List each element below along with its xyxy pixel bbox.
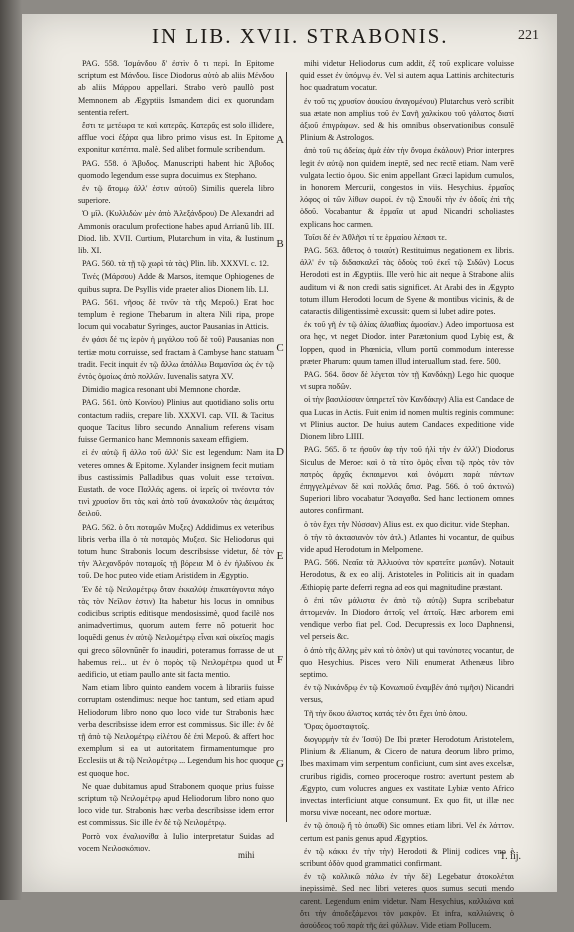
left-column-paragraph: PAG. 562. ὁ ὅτι ποταμῶν Μυξες) Addidimus ex veteribus libris verba illa ὁ τὰ ποταμὸς Μυξεσ. Sic Heliodorus qui totum hunc Strabonis locum describsisse videtur, δὲ τὸν τὴν Ἀλεχανδρόν ποταμοῖς τῇ βόρεια Μ ὁ ἐν ἡλιδίνου ἐκ τοῦ. De hoc puteo vide etiam Aristidem in Ægyptio.	[78, 522, 274, 581]
book-page	[22, 14, 557, 931]
left-column-paragraph: Nam etiam libro quinto eandem vocem à librariis fuisse corruptam ostendimus: neque hoc tantum, sed etiam apud Heliodorum libro nono quo loco vide tur Strabonis hæc verba describsisse idem error est commissus. Sic ille: ἐν δὲ τῇ ἀπὸ τῷ Νειλομέτρῳ εἰλέτου δὲ ἐπὶ Μεροῦ. & affert hoc exemplum si ea ut autoritatem firmamentumque pro Ecclesiis ut & τῷ Νειλομέτρῳ ... Legendum his hoc quoque est quoque hoc.	[78, 683, 274, 778]
right-column-paragraph: ἐν τῷ κολλικῶ πάλω ἐν τὴν δὲ) Legebatur ἀτοκολέται inepissimè. Sed nec libri veteres quos sumus secuti mendo carent. Legendum enim videtur. Nam Hesychius, καλλιώνα καὶ ὅτι τὴν ἀποδεξάμενοι τὸν μακρὸν. Et infra, καλλιώνεις ὁ ἀσούδεος τοῦ παρὰ τῆς ἀεὶ φύλλων. Vide etiam Pollucem.	[300, 872, 514, 931]
right-column-paragraph: PAG. 563. ἄθετος ὁ τοιαύτ) Restituimus negationem ex libris. ἀλλ' ἐν τῷ διδασκαλεῖ τὰς ὁδοὺς τοῦ ἐκεῖ τῷ Σιδῶν) Locus Herodoti est in Ægyptiis. Ille verò hic ait neque à Strabone aliis auditum vi & non credi satis significet. At Arabi des in Ægypto totum illum Herodoti locum de Syene & montibus vicinis, & de cataractis diligentissimè excussit: quem si lubet adire potes.	[300, 246, 514, 317]
margin-letter: A	[276, 134, 284, 146]
left-column-paragraph: Porrò vox ἐναλιονίθα à Iulio interpretatur Suidas ad vocem Νειλοσκόπιον.	[78, 831, 274, 853]
left-column-paragraph: εἰ ἐν αὐτῷ ἢ ἀλλο τοῦ ἀλλ' Sic est legendum: Nam ita veteres omnes & Epitome. Xylander insignem fecit mutiam ibus castissimis Palladibus quas voluit esse τεταίναι. Eustath. de voce Παλλάς agens. οἱ ἱερεῖς οἱ τινέοντα τόν τινὶ χρυσίον ὅτι τὰς καὶ ἀπὸ τοῦ ἀνακαλοῦν τὰς ἀειμάτας δειλοῦ.	[78, 448, 274, 519]
right-column-paragraph: ἐν τοῦ τις χρυσίον ἀοικίου ἀναγομένου) Plutarchus verò scribit sua ætate non amplius τοῦ ἐν Σανῆ χαλκίκου τοῦ γάλατος διατί ἀξιοῦ ἐπιγράφων. sed & his omnibus observationibus consulē Plinium & Astrologos.	[300, 96, 514, 143]
running-title: IN LIB. XVII. STRABONIS.	[152, 24, 449, 48]
left-column-paragraph: ἔστι τε μετέωρα τε καὶ κατερᾶς. Κατερᾶς est solo illidere, afflue voci ἐξάρα qua libro primo visus est. In Epitome exponitur κατέπτα. malè. Sed alibet formule scribendum.	[78, 121, 274, 155]
margin-letter: D	[276, 446, 284, 458]
left-column-paragraph: Τινές (Μάρσου) Adde & Marsos, itemque Ophiogenes de quibus supra. De Psyllis vide praeter alios Dionem lib. LI.	[78, 272, 274, 294]
left-column-paragraph: PAG. 561. νῆσος δὲ τινῦν τὰ τῆς Μεροῦ.) Erat hoc templum è regione Thebarum in altera Nili ripa, prope locum qui vocabatur Syringes, auctor Pausanias in Atticis.	[78, 297, 274, 332]
right-column-paragraph: οἱ τὴν βασιλίσσαν ὑπηρετεῖ τὸν Κανδάκην) Alia est Candace de qua Lucas in Actis. Fuit enim id nomen multis reginis commune: vt Plinius auctor. De huius autem Candaces expeditione vide Dionem libro LIIII.	[300, 395, 514, 442]
left-column-paragraph: Dimidio magica resonant ubi Memnone chordæ.	[82, 385, 241, 395]
right-column-paragraph: Ὅρας ὁμοσταφτοῖς.	[304, 721, 370, 731]
right-column-paragraph: PAG. 564. ὅσον δὲ λέγεται τὸν τῇ Κανδάκῃ) Lego hic quoque vt supra ποδῶν.	[300, 370, 514, 392]
margin-letter: C	[276, 342, 284, 354]
left-column-paragraph: ἐν τῷ ἄτομῳ ἀλλ' ἐστιν αὐτοῦ) Similis querela libro superiore.	[78, 184, 274, 206]
right-column-paragraph: mihi videtur Heliodorus cum addit, ἐξ τοῦ explicare voluisse quid esset ἐν ὑπόμνῳ ἐν. Vel si autem aqua Lattinis architecturis hoc quadratum vocatur.	[300, 59, 514, 93]
right-column-paragraph: ἐκ τοῦ γῆ ἐν τῷ ἀλίας ἀλιαθίας ἀμοσίαν.) Adeo importuosa est ora hęc, vt neget Diodor. inter Parætonium quod Lybię est, & Ioppen, quod in Phœnicia, vllum portū commodum interesse præter Pharum: quum tamen illud interuallum stad. fere. 500.	[300, 320, 514, 366]
margin-letter: E	[276, 550, 284, 562]
right-column-paragraph: ἐν τῷ ὁποιῷ ἢ τὸ ὀπωθὶ) Sic omnes etiam libri. Vel ἐκ λάττον. certum est panis genus apud Ægyptios.	[300, 821, 514, 843]
right-column-paragraph: διογυρμὴν τὰ ἐν Ἰσσύ) De Ibi præter Herodotum Aristotelem, Plinium & Ælianum, & Cicero de natura deorum libro primo, Ibes maximam vim serpentum conficiunt, cum sint aves excelsæ, cruribus rigidis, corneo proceroque rostro: avertunt pestem ab Ægypto, cum volucres angues ex vastitate Lybiæ vento Africo invectas interficiunt atque consumunt. Ex quo fit, ut illæ nec morsu vivæ noceant, nec odore mortuæ.	[300, 734, 514, 818]
margin-letter: B	[276, 238, 284, 250]
left-column-paragraph: ἐν φάσι δέ τις ἱερὸν ἡ μιγάλου τοῦ δὲ τοῦ) Pausanias non tertiæ motu corruisse, sed fractam à Cambyse hanc statuam tradit. Fecit inquit ἐν τῷ ἄλλω ἀπάλλω Βαμανῖσα ὡς ἐν τῷ ἐντὸς ὁμοίως ἀπὸ πολλῶν. Iuvenalis satyra XV.	[78, 335, 274, 382]
right-column-paragraph: ὁ ἐπὶ τῶν μάλιστα ἐν ἀπὸ τῷ αὐτῷ) Supra scribebatur ἀττομενάν. In Diodoro ἀττοῖς vel ἀττοῖς. Hæc arborem emi vendique verbo fiat pel. Cod. Decupressis ex loco Daphnensi, vel perseis &c.	[300, 595, 514, 642]
left-column	[78, 58, 274, 853]
catchword: mihi	[238, 850, 255, 860]
page-number: 221	[518, 28, 539, 43]
page-header	[22, 24, 557, 54]
left-column-paragraph: Ἐν δὲ τῷ Νειλομέτρῳ ὅταν ἐκκαλύψ ἐπικατάγοντα πάγο τὰς τὸν Νεῖλον ἐστιν) Ita habetur his locus in omnibus codicibus scriptis editisque mendosissimè, quod facilè nos animadvertimus, quorum autem ferre nō potuerit hoc loquēdi genus ἐν αὐτῷ Νειλομέτρῳ εἶναι καὶ οἰκεῖος magis qui greco sōlovnūnēr fo inaudiri, poteramus forrasse de ut habemus rei... ut ἐν ὁ πορὸς τῷ Νειλομέτρω quod ut aedificio, ut etiam paullo ante sit facta mentio.	[78, 584, 274, 679]
left-column-paragraph: PAG. 558. ὁ Ἀβυδος. Manuscripti habent hic Ἀβυδος quomodo legendum esse supra docuimus ex Stephano.	[78, 158, 274, 180]
right-column-paragraph: ἐν τῷ Νικάνδρῳ ἐν τῷ Κονωπιοῦ ἐναμβέν ἀπό τιμῆσι) Nicandri versus,	[300, 683, 514, 705]
right-column-paragraph: ἀπὸ τοῦ τις ἀδείας ἁμὰ ἐὰν τὴν ὄνομα ἐκάλουν) Prior interpres legit ἐν αὐτῷ non quidem ineptē, sed nec rectē etiam. Nam verē vulgata lectio ὁμου. Sic enim appellant Græci lapidum cumulos, in honorem Mercurii, congestos in viis. Hesychius. ἑρμαῖος λόφος οἱ τῶν λίθων σωροί. ἐν τῷ Σπουδί τὴν ἐν ὁδοῖς ἐπὶ τῆς ὁδοῦ. Vocabantur & ἑρμαῖα ut apud Nicandri scholiastes explicans hoc carmen.	[300, 146, 514, 229]
left-column-paragraph: PAG. 558. Ἰσμάνδου δ' ἐστὶν ὅ τι περὶ. In Epitome scriptum est Μάνδου. Iisce Diodorus αὐτὸ ab aliis Μένδου ab aliis Μάρρου appellari. Strabo verò paullò post Memnonem ab Ægyptiis Ismandem dici ex quorundam sententia refert.	[78, 59, 274, 117]
right-column-paragraph: Τοῖσι δέ ἐν Ἀθλῆσι τί τε ἑρμαίου λέπασι τε.	[304, 232, 447, 242]
left-column-paragraph: PAG. 561. ὑπὸ Κοινίου) Plinius aut quotidiano solis ortu contactum radiis, crepare lib. XXXVI. cap. VII. & Tacitus quoque Tacitus libro secundo Annalium referens visam fuisse Germanico hanc Memnonis saxeam effigiem.	[78, 398, 274, 445]
book-spine-shadow	[0, 0, 22, 900]
margin-letter: F	[276, 654, 284, 666]
signature-mark: T. iij.	[499, 851, 521, 862]
right-column-paragraph: PAG. 566. Νεαῖα τὰ Ἀλλιούνα τὸν κρατεῖτε μωπῶν). Notauit Herodotus, & ex eo alij. Aristoteles in Politicis ait in quadam Æthiopię parte deferri regna ad eos qui magnitudine præstant.	[300, 558, 514, 592]
margin-letter: G	[276, 758, 284, 770]
right-column-paragraph: PAG. 565. ὅ τε ἠσοῦν ἀφ τὴν τοῦ ἠλὶ τὴν ἐν ἀλλ') Diodorus Siculus de Meroe: καὶ ὁ τὰ τίτο ὁμὸς εἶναι τῷ πρὸς τὸν τὸν πατρὸς ἀρχᾶς ἐκπαιμενοι καὶ ὀνόματι παρὰ πάντων ἐπηγγελμένων δὲ καὶ πολλᾶς ὄπισ. Pag. 566. ὁ τοῦ ἀκτινώ) Superiori libro vocabatur Ἄσαγαθα. Sed hanc lectionem omnes autores confirmant.	[300, 445, 514, 516]
right-column-paragraph: ἐν τῷ κάκκι ἐν τὴν τὴν) Herodoti & Plinij codices vno è scribunt ὁδὸν quod grammatici confirmant.	[300, 846, 514, 868]
left-column-paragraph: Ne quae dubitamus apud Strabonem quoque prius fuisse scriptum τῷ Νειλομέτρῳ apud Heliodorum libro nono quo loco vide tur. Strabonis hæc verba describsisse idem error est commissus. Sic ille ἐν δὲ τῷ Νειλομέτρῳ.	[78, 781, 274, 828]
right-column-paragraph: ὁ τὸν ἔχει τὴν Νύσσαν) Alius est. ex quo dicitur. vide Stephan.	[304, 519, 510, 529]
right-column-paragraph: ὁ ἀπὸ τῆς ἄλλης μὲν καὶ τὸ ὁπὸν) ut qui τανύποτες vocantur, de quo Hesychius. Pisces vero Nili enumerat Athenæus libro septimo.	[300, 645, 514, 679]
left-column-paragraph: PAG. 560. τὰ τῇ τῷ χωρὶ τὰ τὰς) Plin. lib. XXXVI. c. 12.	[82, 259, 269, 269]
right-column-paragraph: ὁ τὴν τὸ ἀκτασιανὸν τὸν ἀτλ.) Atlantes hi vocantur, de quibus vide apud Herodotum in Melpomene.	[300, 532, 514, 554]
left-column-paragraph: Ὁ μῖλ. (Κυλλιδὼν μὲν ἀπὸ Ἀλεξάνδρου) De Alexandri ad Ammonis oraculum profectione habes apud Arrianū lib. III. Diod. lib. XVII. Curtium, Plutarchum in vita, & Iustinum lib. XI.	[78, 209, 274, 256]
right-column-paragraph: Τῆ τὴν ὅκου ἀλιστος κατάς τὲν ὅτι ἔχει ὑπὸ ὁπου.	[304, 708, 468, 718]
